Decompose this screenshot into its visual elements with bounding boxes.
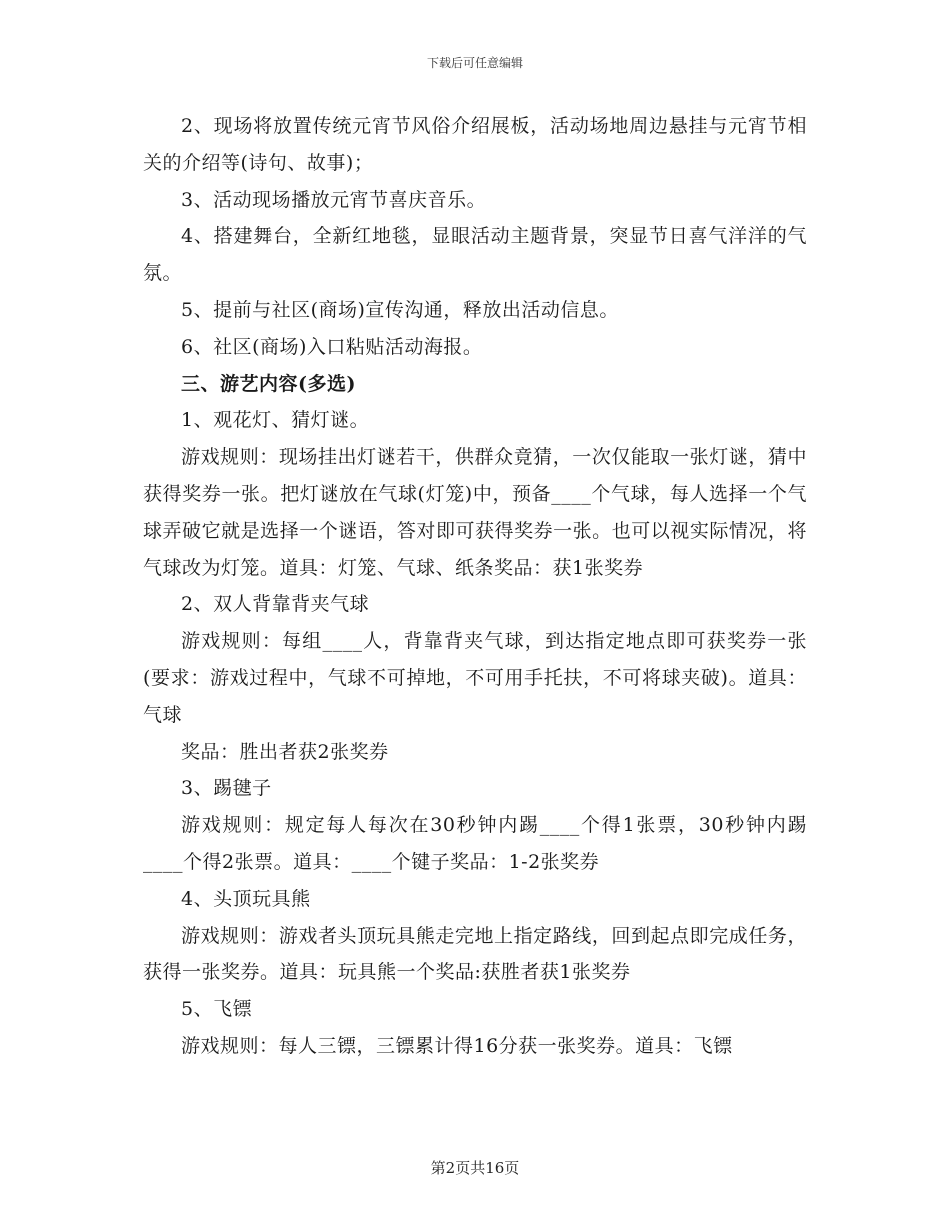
paragraph-item-6: 6、社区(商场)入口粘贴活动海报。 xyxy=(181,335,483,358)
paragraph-item-3: 3、活动现场播放元宵节喜庆音乐。 xyxy=(181,188,487,211)
page-footer: 第2页共16页 xyxy=(430,1159,520,1177)
game-rules-2: 游戏规则：每组____人，背靠背夹气球，到达指定地点即可获奖券一张(要求：游戏过程中，气球不可掉地，不可用手托扶，不可将球夹破)。道具：气球 xyxy=(143,630,807,726)
game-title-2: 2、双人背靠背夹气球 xyxy=(181,593,370,616)
paragraph-item-4: 4、搭建舞台，全新红地毯，显眼活动主题背景，突显节日喜气洋洋的气氛。 xyxy=(143,225,807,285)
game-title-3: 3、踢毽子 xyxy=(181,777,272,800)
game-title-5: 5、飞镖 xyxy=(181,998,253,1021)
section-heading: 三、游艺内容(多选) xyxy=(181,372,356,395)
paragraph-item-5: 5、提前与社区(商场)宣传沟通，释放出活动信息。 xyxy=(181,298,619,321)
game-rules-3: 游戏规则：规定每人每次在30秒钟内踢____个得1张票，30秒钟内踢____个得2张票。道具：____个键子奖品：1-2张奖券 xyxy=(143,814,807,873)
game-title-4: 4、头顶玩具熊 xyxy=(181,887,311,910)
game-rules-1: 游戏规则：现场挂出灯谜若干，供群众竟猜，一次仅能取一张灯谜，猜中获得奖券一张。把灯谜放在气球(灯笼)中，预备____个气球，每人选择一个气球弄破它就是选择一个谜语，答对即可获得奖券一张。也可以视实际情况，将气球改为灯笼。道具：灯笼、气球、纸条奖品：获1张奖券 xyxy=(143,446,807,579)
game-prize-2: 奖品：胜出者获2张奖券 xyxy=(181,740,389,763)
game-rules-5: 游戏规则：每人三镖，三镖累计得16分获一张奖券。道具：飞镖 xyxy=(181,1034,733,1057)
document-body xyxy=(143,108,807,1065)
paragraph-item-2: 2、现场将放置传统元宵节风俗介绍展板，活动场地周边悬挂与元宵节相关的介绍等(诗句、故事)； xyxy=(143,115,807,174)
game-title-1: 1、观花灯、猜灯谜。 xyxy=(181,409,370,432)
page-header: 下载后可任意编辑 xyxy=(426,56,523,70)
game-rules-4: 游戏规则：游戏者头顶玩具熊走完地上指定路线，回到起点即完成任务，获得一张奖券。道具：玩具熊一个奖品:获胜者获1张奖券 xyxy=(143,924,807,984)
